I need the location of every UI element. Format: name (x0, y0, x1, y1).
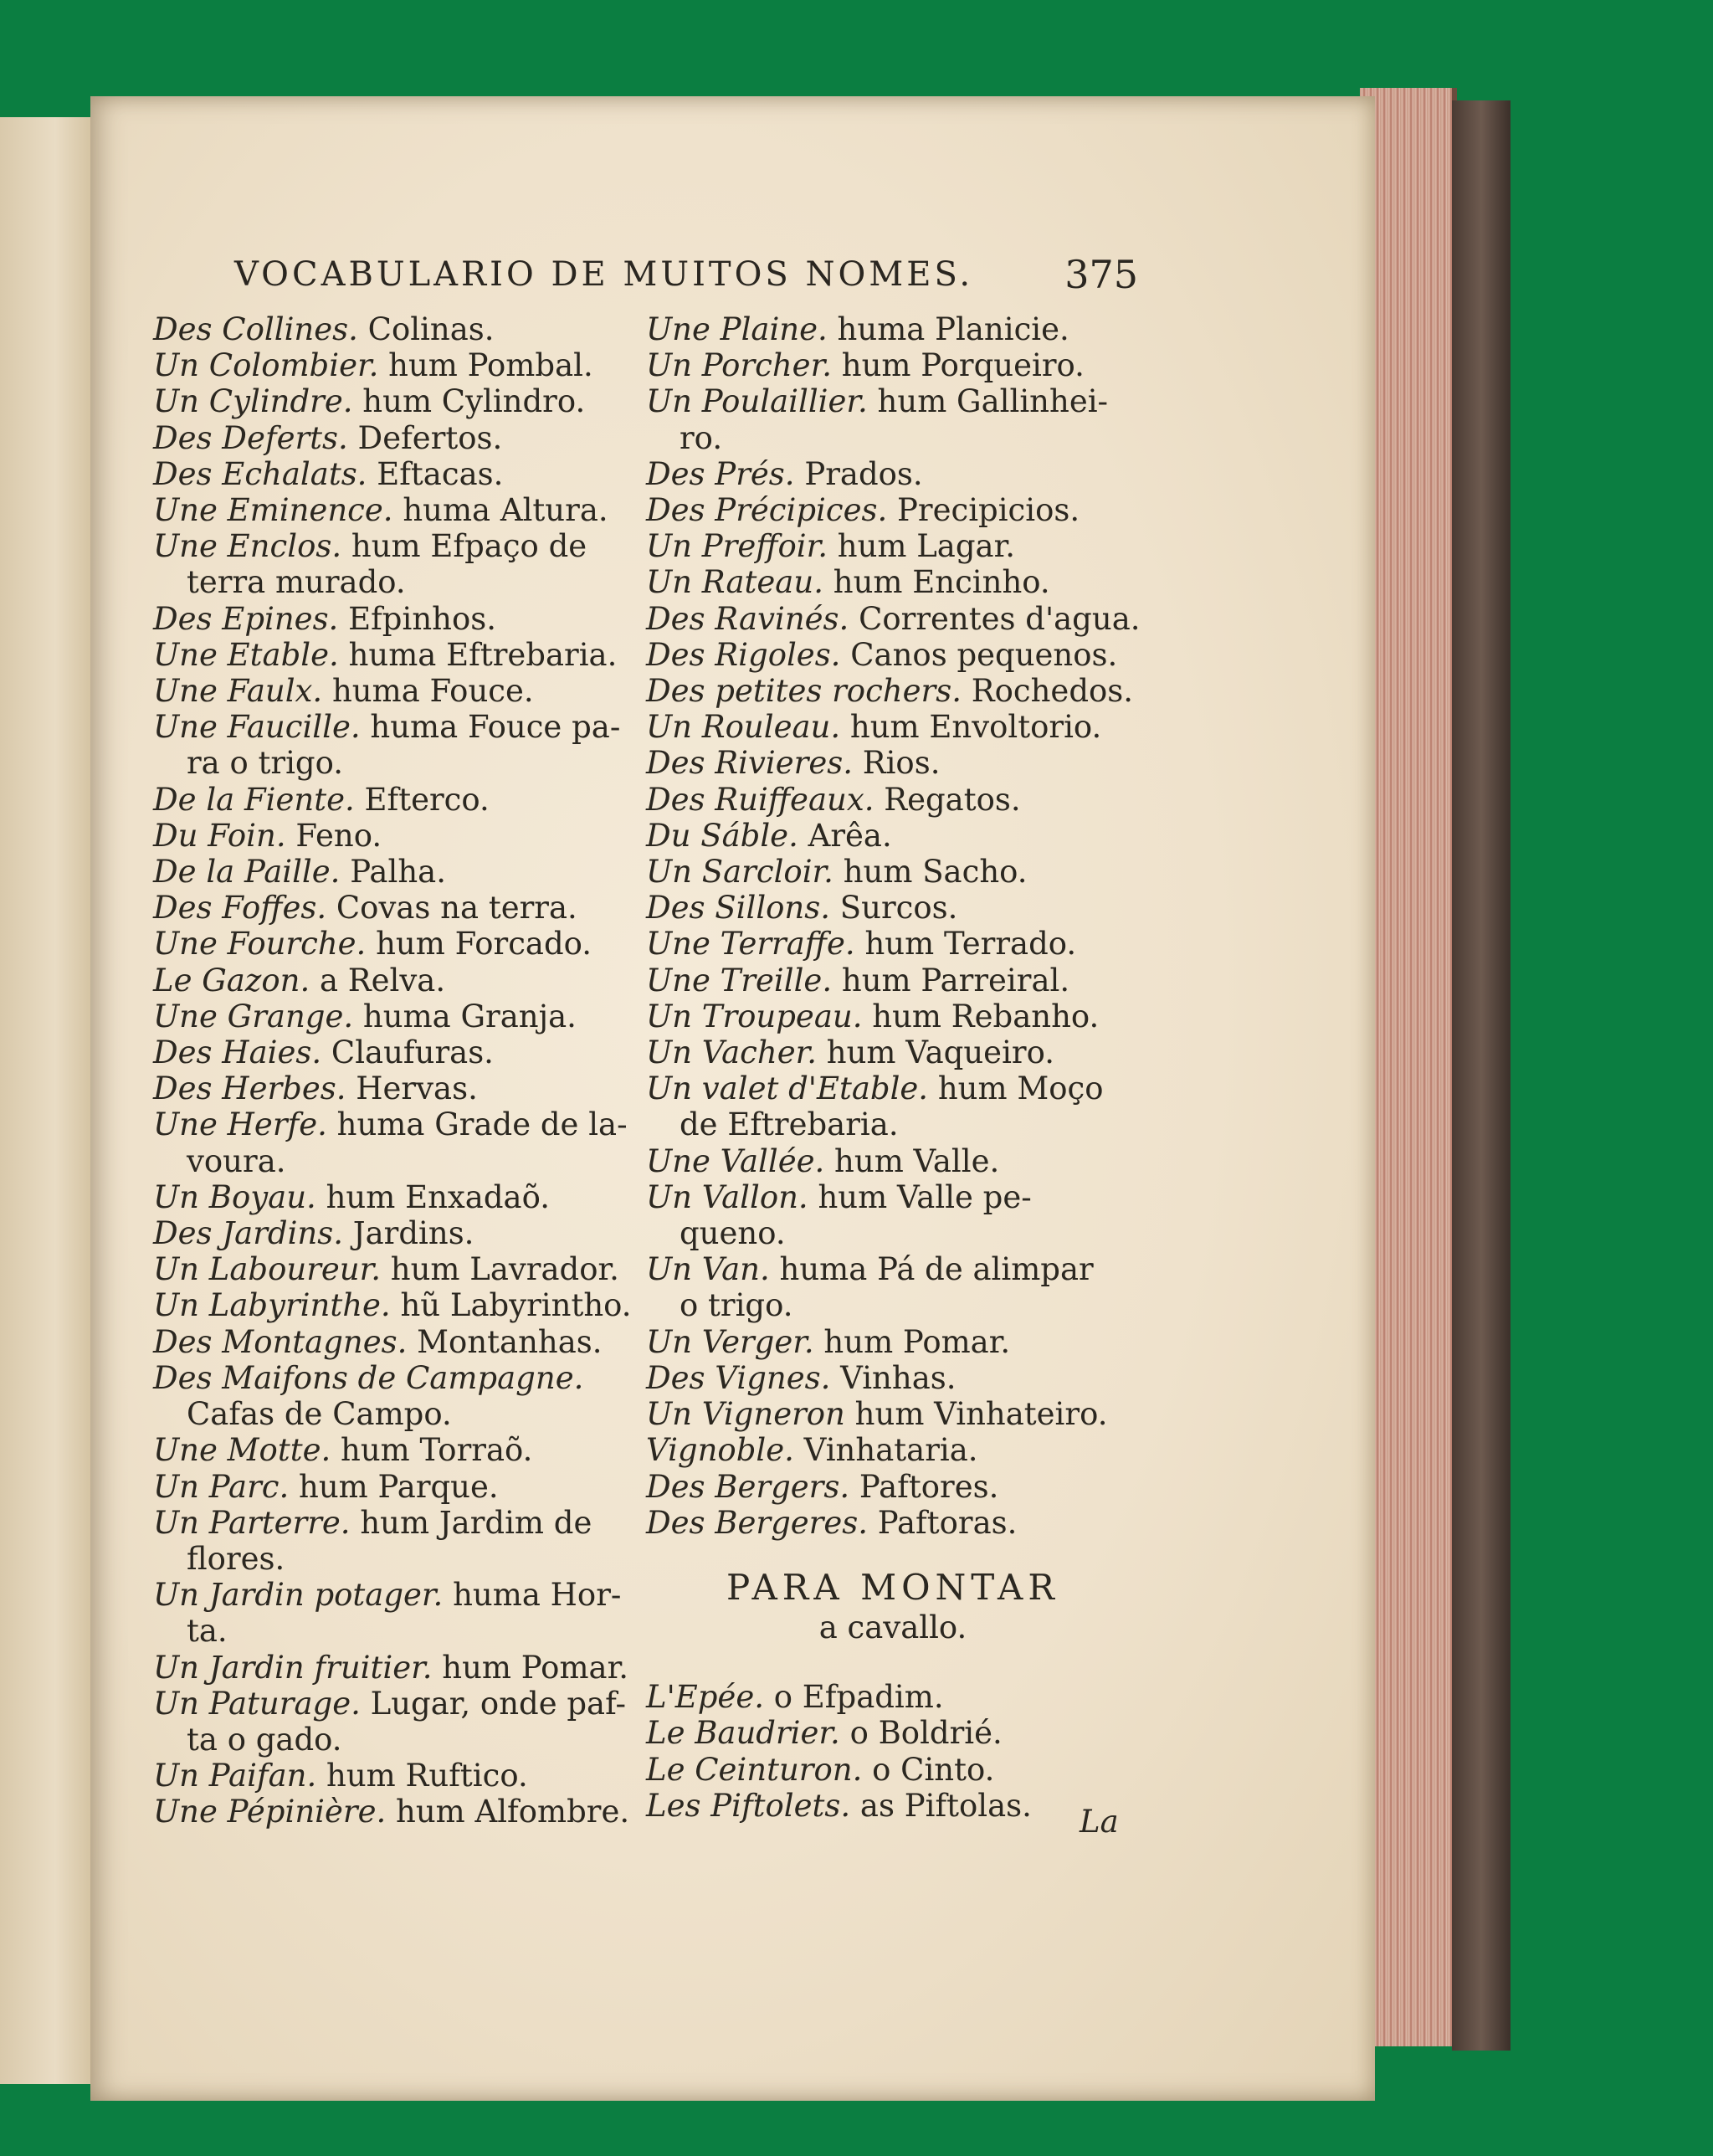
vocab-entry (153, 1505, 647, 1541)
portuguese-term: Canos pequenos. (850, 636, 1118, 673)
vocab-entry (153, 528, 647, 564)
entry-continuation: ta o gado. (187, 1721, 342, 1758)
french-term: Une Fourche. (153, 926, 367, 963)
portuguese-term: hum Gallinhei- (877, 383, 1109, 420)
french-term: Une Vallée. (646, 1142, 825, 1179)
portuguese-term: hum Porqueiro. (841, 347, 1085, 384)
portuguese-term: o Boldrié. (849, 1715, 1003, 1752)
page-header (234, 252, 1138, 305)
vocab-entry (153, 1360, 647, 1396)
facing-page-edge (0, 117, 94, 2084)
french-term: Un Verger. (646, 1323, 814, 1360)
portuguese-term: hum Lagar. (837, 528, 1015, 565)
vocab-entry (153, 1650, 647, 1686)
portuguese-term: Vinhas. (840, 1359, 957, 1396)
portuguese-term: Jardins. (352, 1215, 474, 1252)
vocab-entry (646, 601, 1140, 637)
vocab-entry (646, 818, 1140, 854)
french-term: Une Faulx. (153, 673, 323, 710)
french-term: Un Labyrinthe. (153, 1287, 391, 1324)
french-term: Des Ravinés. (646, 600, 849, 637)
portuguese-term: hum Torraõ. (341, 1432, 533, 1469)
portuguese-term: Arêa. (808, 817, 892, 854)
portuguese-term: huma Grade de la- (336, 1106, 628, 1143)
portuguese-term: hum Moço (937, 1070, 1104, 1107)
portuguese-term: hum Rebanho. (872, 998, 1100, 1034)
french-term: Une Faucille. (153, 709, 361, 746)
french-term: Du Foin. (153, 817, 286, 854)
entry-continuation: queno. (680, 1215, 786, 1252)
french-term: Une Herfe. (153, 1106, 327, 1143)
vocab-entry (153, 1287, 647, 1323)
vocab-entry (646, 1505, 1140, 1541)
french-term: Des Vignes. (646, 1359, 831, 1396)
vocab-entry (153, 1758, 647, 1794)
french-term: Le Ceinturon. (646, 1751, 863, 1788)
portuguese-term: Covas na terra. (336, 890, 577, 927)
portuguese-term: huma Eftrebaria. (348, 636, 618, 673)
entry-continuation: ta. (187, 1613, 228, 1650)
vocab-entry (646, 998, 1140, 1034)
french-term: Vignoble. (646, 1432, 794, 1469)
vocab-entry (646, 782, 1140, 818)
left-column (153, 311, 647, 1830)
portuguese-term: hum Alfombre. (396, 1794, 630, 1830)
french-term: Un Cylindre. (153, 383, 353, 420)
french-term: Des Rivieres. (646, 745, 853, 782)
portuguese-term: hum Valle. (834, 1142, 1000, 1179)
portuguese-term: Vinhataria. (803, 1432, 978, 1469)
vocab-entry (646, 1251, 1140, 1287)
french-term: Des Bergeres. (646, 1504, 868, 1541)
section-subtitle: a cavallo. (818, 1609, 967, 1645)
french-term: Une Etable. (153, 636, 339, 673)
french-term: Un Paifan. (153, 1758, 317, 1794)
vocab-entry (153, 1469, 647, 1505)
french-term: Le Baudrier. (646, 1715, 840, 1752)
french-term: Un Poulaillier. (646, 383, 868, 420)
catchword: La (1080, 1804, 1119, 1840)
french-term: L'Epée. (646, 1679, 764, 1716)
portuguese-term: hum Vaqueiro. (826, 1034, 1054, 1071)
vocab-entry (153, 1794, 647, 1830)
vocab-entry (646, 1679, 1140, 1715)
vocab-entry (153, 782, 647, 818)
portuguese-term: Regatos. (884, 781, 1021, 818)
portuguese-term: hum Terrado. (864, 926, 1077, 963)
vocab-entry (646, 890, 1140, 926)
portuguese-term: Claufuras. (331, 1034, 494, 1071)
portuguese-term: Efterco. (364, 781, 490, 818)
vocab-entry (153, 890, 647, 926)
vocab-entry (153, 1324, 647, 1360)
french-term: Un Troupeau. (646, 998, 863, 1034)
page-number: 375 (1064, 252, 1138, 297)
portuguese-term: hum Valle pe- (818, 1178, 1032, 1215)
vocab-entry (646, 745, 1140, 781)
portuguese-term: Hervas. (356, 1070, 478, 1107)
french-term: Des Herbes. (153, 1070, 346, 1107)
portuguese-term: hum Sacho. (843, 854, 1028, 891)
portuguese-term: Colinas. (367, 311, 495, 347)
french-term: Une Eminence. (153, 492, 393, 529)
portuguese-term: hum Pombal. (388, 347, 593, 384)
vocab-entry (153, 673, 647, 709)
section-title: PARA MONTAR (726, 1566, 1059, 1608)
french-term: Des Collines. (153, 311, 358, 347)
vocab-entry (153, 492, 647, 528)
french-term: Des Epines. (153, 600, 339, 637)
portuguese-term: huma Hor- (453, 1577, 622, 1614)
french-term: Des Maifons de Campagne. (153, 1359, 584, 1396)
vocab-entry (646, 1179, 1140, 1215)
entry-continuation: ra o trigo. (187, 745, 344, 782)
vocab-entry (646, 1070, 1140, 1106)
portuguese-term: Defertos. (357, 419, 503, 456)
entry-continuation: o trigo. (680, 1287, 793, 1324)
portuguese-term: hũ Labyrintho. (400, 1287, 632, 1324)
french-term: Une Pépinière. (153, 1794, 387, 1830)
french-term: Un Laboureur. (153, 1251, 381, 1288)
french-term: Un Jardin potager. (153, 1577, 444, 1614)
entry-continuation: Cafas de Campo. (187, 1396, 452, 1433)
vocab-entry (153, 383, 647, 419)
portuguese-term: a Relva. (319, 962, 446, 998)
vocab-entry (646, 1715, 1140, 1751)
vocab-entry (646, 383, 1140, 419)
french-term: Un Vigneron (646, 1396, 845, 1433)
french-term: Des Précipices. (646, 492, 888, 529)
vocab-entry (646, 1324, 1140, 1360)
french-term: Un Boyau. (153, 1178, 316, 1215)
vocab-entry (153, 1577, 647, 1613)
vocab-entry (153, 854, 647, 890)
vocab-entry (153, 963, 647, 998)
portuguese-term: hum Pomar. (823, 1323, 1011, 1360)
french-term: Un Jardin fruitier. (153, 1649, 433, 1686)
portuguese-term: o Cinto. (872, 1751, 995, 1788)
portuguese-term: Paftoras. (877, 1504, 1018, 1541)
french-term: De la Paille. (153, 854, 341, 891)
entry-continuation: de Eftrebaria. (680, 1106, 899, 1143)
french-term: Des Echalats. (153, 455, 367, 492)
portuguese-term: Correntes d'agua. (859, 600, 1141, 637)
vocab-entry (646, 1788, 1140, 1824)
vocab-entry (153, 1432, 647, 1468)
vocab-entry (153, 1215, 647, 1251)
portuguese-term: Palha. (350, 854, 446, 891)
french-term: Un Vacher. (646, 1034, 817, 1071)
vocab-entry (646, 673, 1140, 709)
french-term: Un Sarcloir. (646, 854, 833, 891)
portuguese-term: hum Ruftico. (326, 1758, 528, 1794)
portuguese-term: huma Granja. (362, 998, 577, 1034)
french-term: Des Montagnes. (153, 1323, 408, 1360)
vocab-entry (646, 347, 1140, 383)
vocab-entry (153, 637, 647, 673)
portuguese-term: Precipicios. (897, 492, 1080, 529)
french-term: Du Sáble. (646, 817, 798, 854)
vocab-entry (646, 1752, 1140, 1788)
portuguese-term: as Piftolas. (859, 1787, 1032, 1824)
vocab-entry (646, 492, 1140, 528)
vocab-entry (646, 1360, 1140, 1396)
french-term: Un valet d'Etable. (646, 1070, 929, 1107)
french-term: Une Enclos. (153, 528, 342, 565)
portuguese-term: Rochedos. (971, 673, 1134, 710)
vocab-entry (646, 456, 1140, 492)
vocab-entry (153, 1070, 647, 1106)
vocab-entry (646, 1034, 1140, 1070)
vocab-entry (646, 1143, 1140, 1179)
vocab-entry (646, 528, 1140, 564)
portuguese-term: hum Lavrador. (390, 1251, 619, 1288)
vocab-entry (153, 456, 647, 492)
french-term: Un Parterre. (153, 1504, 351, 1541)
french-term: Des Sillons. (646, 890, 831, 927)
french-term: Un Rouleau. (646, 709, 841, 746)
portuguese-term: Prados. (804, 455, 923, 492)
portuguese-term: hum Pomar. (442, 1649, 628, 1686)
french-term: Un Vallon. (646, 1178, 808, 1215)
portuguese-term: hum Jardim de (360, 1504, 592, 1541)
french-term: Des Ruiffeaux. (646, 781, 874, 818)
book-cover-edge (1452, 100, 1510, 2051)
portuguese-term: Efpinhos. (348, 600, 496, 637)
french-term: Un Paturage. (153, 1685, 361, 1722)
french-term: Des Jardins. (153, 1215, 343, 1252)
french-term: De la Fiente. (153, 781, 355, 818)
french-term: Une Terraffe. (646, 926, 855, 963)
portuguese-term: Feno. (295, 817, 382, 854)
french-term: Un Van. (646, 1251, 770, 1288)
vocab-entry (646, 311, 1140, 347)
portuguese-term: hum Vinhateiro. (854, 1396, 1108, 1433)
vocab-entry (153, 1034, 647, 1070)
vocab-entry (646, 1432, 1140, 1468)
entry-continuation: terra murado. (187, 564, 406, 601)
running-title: VOCABULARIO DE MUITOS NOMES. (234, 255, 974, 294)
vocab-entry (153, 709, 647, 745)
french-term: Des Haies. (153, 1034, 322, 1071)
french-term: Un Preffoir. (646, 528, 828, 565)
vocab-entry (153, 601, 647, 637)
vocab-entry (153, 1106, 647, 1142)
portuguese-term: huma Fouce pa- (370, 709, 621, 746)
portuguese-term: Paftores. (859, 1468, 999, 1505)
vocab-entry (153, 420, 647, 456)
vocab-entry (646, 926, 1140, 962)
portuguese-term: hum Efpaço de (351, 528, 587, 565)
french-term: Un Parc. (153, 1468, 290, 1505)
portuguese-term: hum Envoltorio. (849, 709, 1102, 746)
entry-continuation: ro. (680, 419, 723, 456)
portuguese-term: hum Parreiral. (841, 962, 1070, 998)
vocab-entry (646, 709, 1140, 745)
portuguese-term: Lugar, onde paf- (370, 1685, 626, 1722)
vocab-entry (153, 998, 647, 1034)
french-term: Des Foffes. (153, 890, 327, 927)
portuguese-term: hum Enxadaõ. (326, 1178, 550, 1215)
french-term: Un Porcher. (646, 347, 832, 384)
french-term: Des Deferts. (153, 419, 348, 456)
vocab-entry (153, 1686, 647, 1722)
french-term: Un Rateau. (646, 564, 823, 601)
portuguese-term: hum Encinho. (833, 564, 1050, 601)
portuguese-term: Surcos. (839, 890, 958, 927)
french-term: Un Colombier. (153, 347, 379, 384)
french-term: Le Gazon. (153, 962, 310, 998)
vocab-entry (646, 854, 1140, 890)
french-term: Des Rigoles. (646, 636, 841, 673)
french-term: Des Bergers. (646, 1468, 850, 1505)
french-term: Une Plaine. (646, 311, 828, 347)
french-term: Une Treille. (646, 962, 833, 998)
portuguese-term: o Efpadim. (773, 1679, 944, 1716)
vocab-entry (153, 818, 647, 854)
vocab-entry (646, 637, 1140, 673)
french-term: Les Piftolets. (646, 1787, 851, 1824)
portuguese-term: Montanhas. (417, 1323, 603, 1360)
vocab-entry (153, 1179, 647, 1215)
right-column (646, 311, 1140, 1824)
portuguese-term: huma Planicie. (837, 311, 1069, 347)
vocab-entry (646, 564, 1140, 600)
french-term: Une Grange. (153, 998, 354, 1034)
portuguese-term: huma Altura. (403, 492, 608, 529)
portuguese-term: hum Cylindro. (362, 383, 586, 420)
portuguese-term: huma Pá de alimpar (779, 1251, 1094, 1288)
vocab-entry (153, 311, 647, 347)
french-term: Des petites rochers. (646, 673, 962, 710)
portuguese-term: Rios. (862, 745, 941, 782)
vocab-entry (646, 963, 1140, 998)
entry-continuation: flores. (187, 1540, 285, 1577)
vocab-entry (646, 1469, 1140, 1505)
entry-continuation: voura. (187, 1142, 286, 1179)
vocab-entry (646, 1396, 1140, 1432)
portuguese-term: Eftacas. (377, 455, 504, 492)
vocab-entry (153, 347, 647, 383)
french-term: Une Motte. (153, 1432, 331, 1469)
portuguese-term: huma Fouce. (331, 673, 534, 710)
french-term: Des Prés. (646, 455, 795, 492)
vocab-entry (153, 1251, 647, 1287)
portuguese-term: hum Forcado. (376, 926, 592, 963)
vocab-entry (153, 926, 647, 962)
portuguese-term: hum Parque. (299, 1468, 499, 1505)
